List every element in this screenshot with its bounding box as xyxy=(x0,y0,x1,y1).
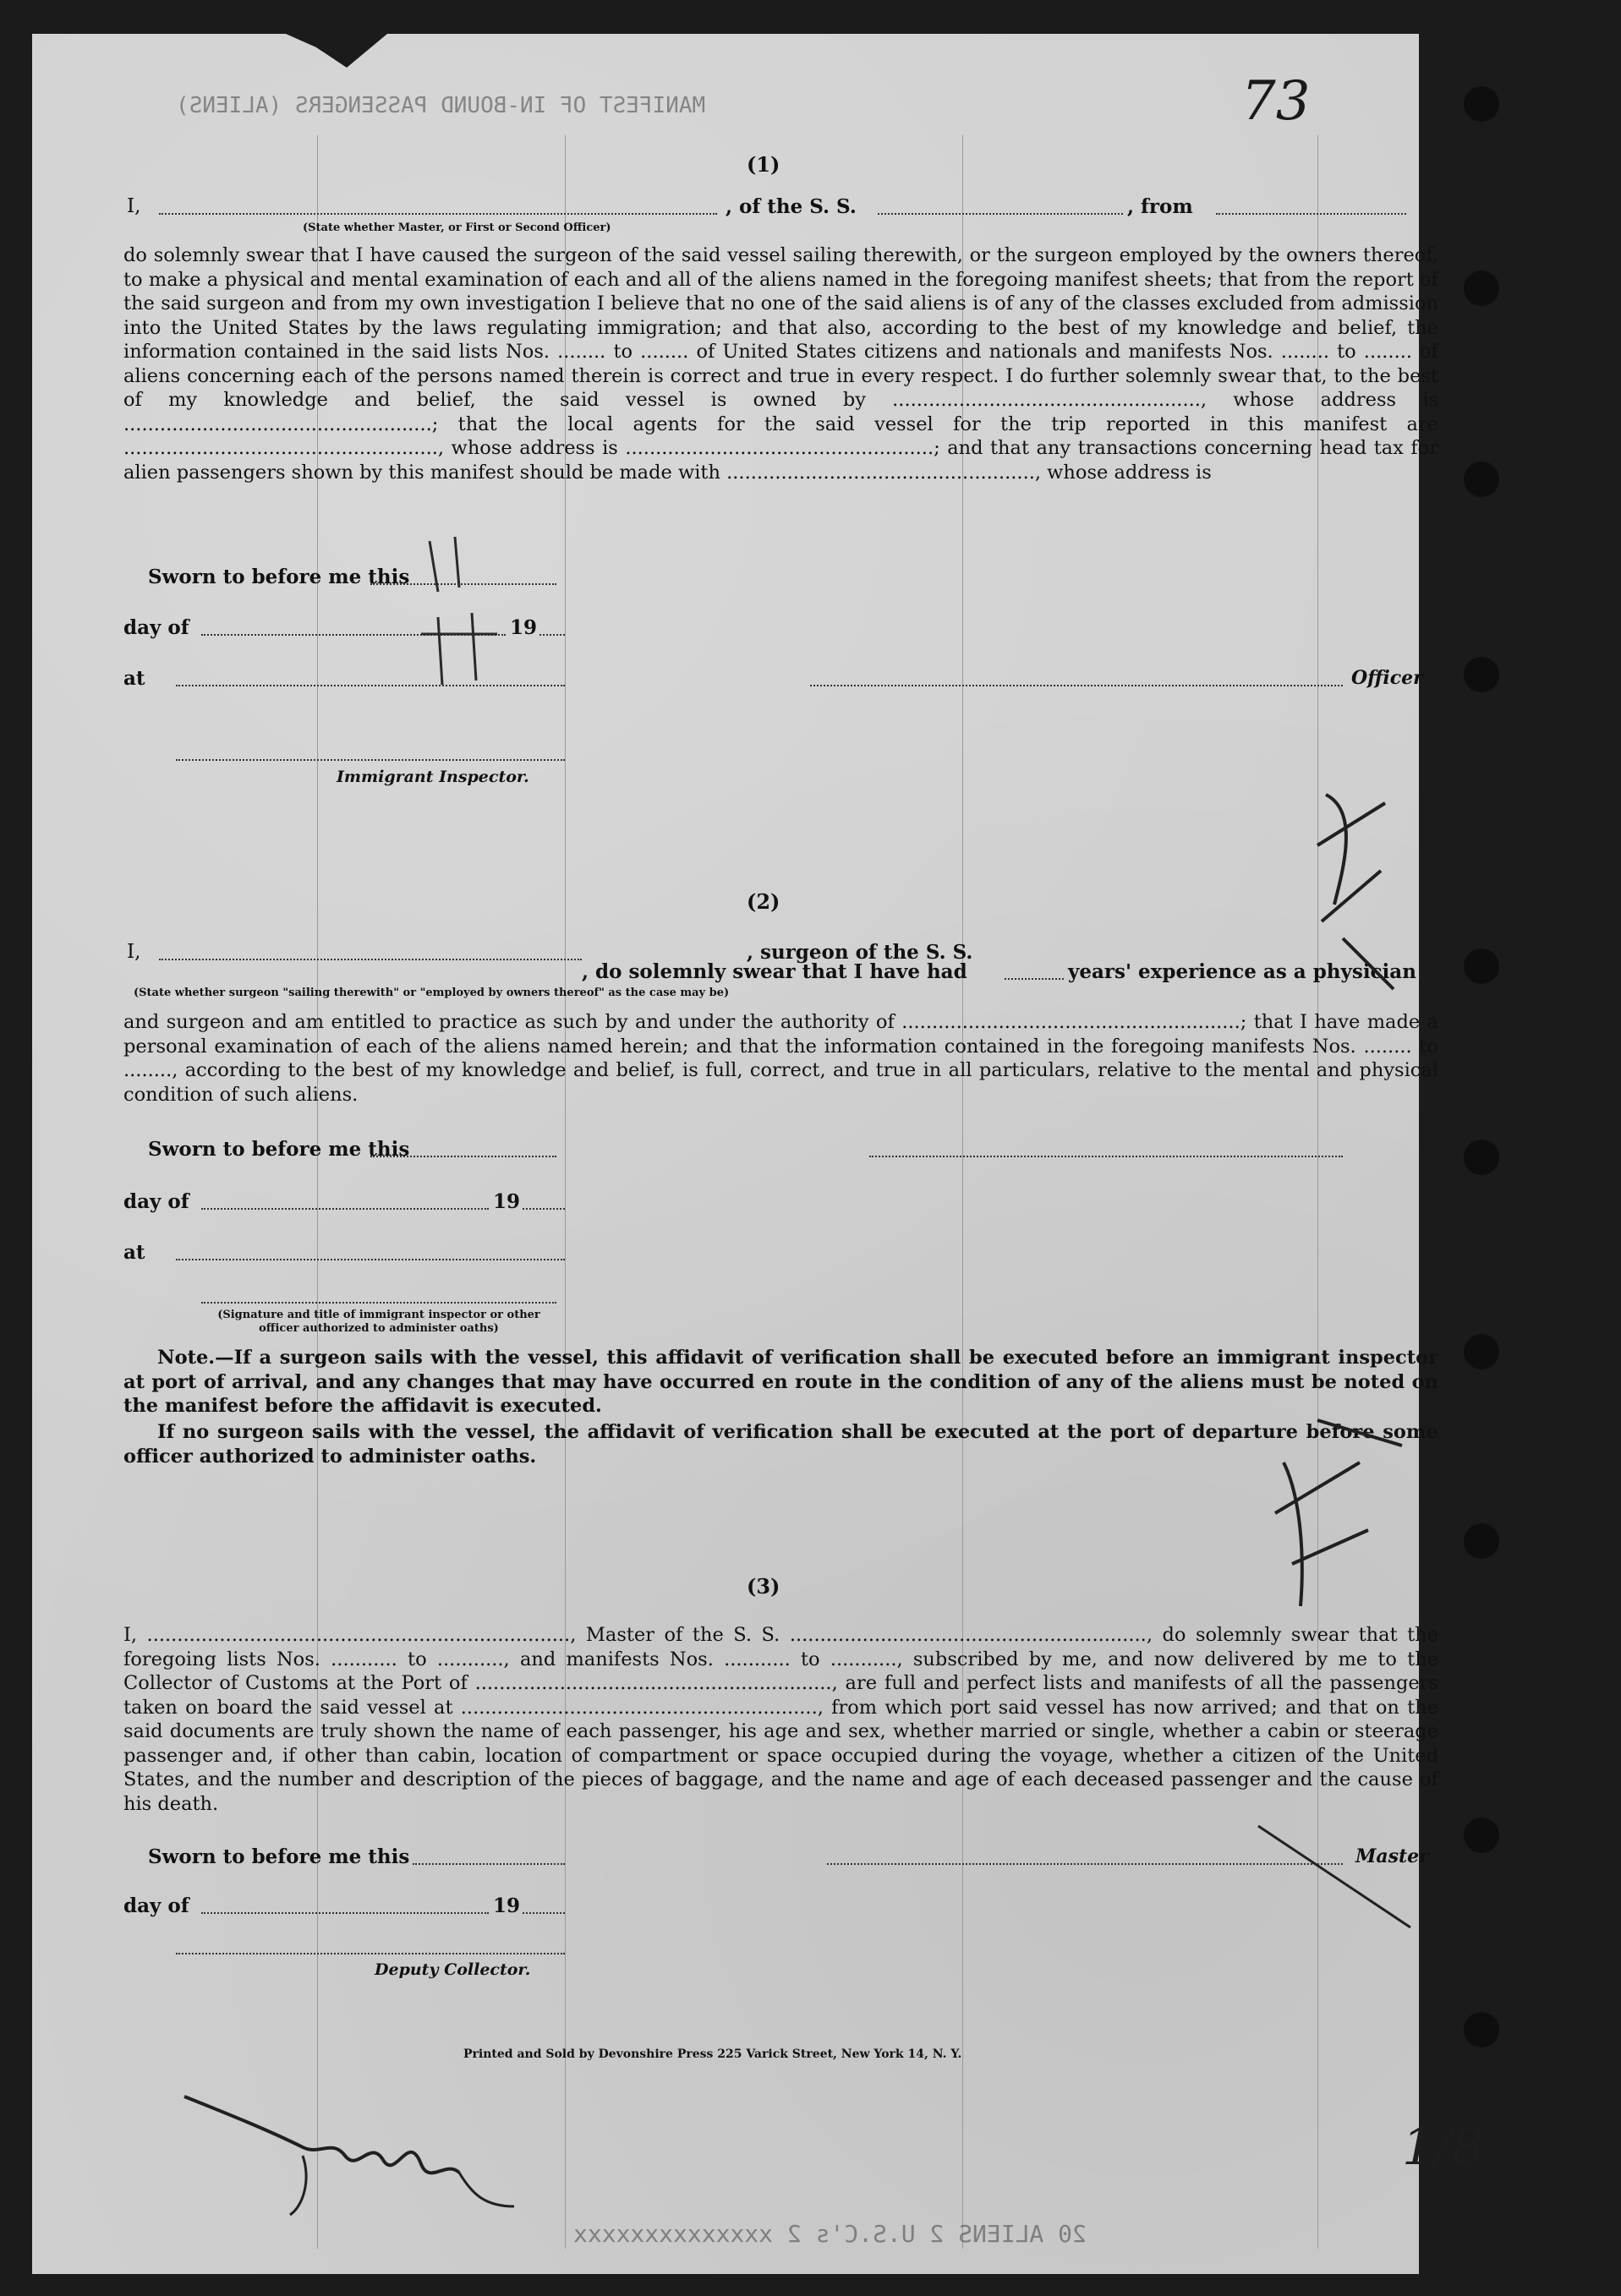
torn-edge xyxy=(286,34,387,68)
section-3-heading: (3) xyxy=(747,1574,780,1599)
s1-opening-i: I, xyxy=(127,195,141,217)
s1-officer-label: Officer xyxy=(1351,667,1423,689)
handwritten-corner-number: 73 xyxy=(1241,70,1311,133)
s3-master-label: Master xyxy=(1355,1845,1429,1867)
s3-day-line xyxy=(201,1912,489,1914)
s3-oath-body: I, ......................................................................, Master of the S. S. ..........................................................., do solemnly swear that the foregoing lists Nos. ........... to ..........., and manifests Nos. ........... to ..........., subscribed by me, and now delivered by me to the Collector of Customs at the Port of ..........................................................., are full and perfect lists and manifests of all the passengers taken on board the said vessel at ..........................................................., from which port said vessel has now arrived; and that on the said documents are truly shown the name of each passenger, his age and sex, whether married or single, whether a cabin or steerage passenger and, if other than cabin, location of compartment or space occupied during the voyage, whether a citizen of the United States, and the number and description of the pieces of baggage, and the name and age of each deceased passenger and the cause of his death. xyxy=(123,1624,1438,1815)
s1-inspector-sig-line xyxy=(176,759,565,761)
s2-surgeon-name-line xyxy=(159,959,582,960)
s2-years: years' experience as a physician xyxy=(1068,960,1416,983)
s2-note xyxy=(123,1346,1438,1419)
s2-year: 19 xyxy=(493,1190,521,1213)
bleed-through-title: MANIFEST OF IN-BOUND PASSENGERS (ALIENS) xyxy=(176,93,706,118)
binder-hole xyxy=(1464,1818,1499,1853)
binder-hole xyxy=(1464,1523,1499,1559)
s2-at-line xyxy=(176,1259,565,1260)
s3-day-of: day of xyxy=(123,1894,189,1917)
binder-hole xyxy=(1464,1140,1499,1175)
s2-signature-note: (Signature and title of immigrant inspector or other officer authorized to administer oaths) xyxy=(217,1309,540,1335)
printer-imprint: Printed and Sold by Devonshire Press 225 Varick Street, New York 14, N. Y. xyxy=(463,2047,962,2061)
manifest-sheet xyxy=(32,34,1484,2274)
binder-hole xyxy=(1464,657,1499,692)
s1-day-of: day of xyxy=(123,616,189,639)
s1-of-the-ss: , of the S. S. xyxy=(726,195,857,218)
s1-officer-name-line xyxy=(159,213,717,215)
s2-surgeon-of: , surgeon of the S. S. xyxy=(747,941,973,964)
s3-sworn: Sworn to before me this xyxy=(148,1845,410,1868)
s1-officer-sig-line xyxy=(810,685,1343,686)
s2-signature-line xyxy=(201,1302,556,1304)
handwritten-bottom-right-mark: 1/8 xyxy=(1402,2118,1484,2177)
s1-from: , from xyxy=(1127,195,1193,218)
section-1-heading: (1) xyxy=(747,152,780,177)
s2-sworn-line xyxy=(370,1156,556,1157)
binder-hole xyxy=(1464,1334,1499,1369)
s1-officer-note: (State whether Master, or First or Second Officer) xyxy=(303,221,611,234)
s1-inspector-label: Immigrant Inspector. xyxy=(337,768,529,786)
s1-at: at xyxy=(123,667,145,690)
bleed-through-footer: 20 ALIENS 2 U.S.C's 2 xxxxxxxxxxxxxx xyxy=(573,2220,1087,2248)
s1-oath-body: do solemnly swear that I have caused the surgeon of the said vessel sailing therewith, or the surgeon employed by the owners thereof, to make a physical and mental examination of each and all of the aliens named in the foregoing manifest sheets; that from the report of the said surgeon and from my own investigation I believe that no one of the said aliens is of any of the classes excluded from admission into the United States by the laws regulating immigration; and that also, according to the best of my knowledge and belief, the information contained in the said lists Nos. ........ to ........ of United States citizens and nationals and manifests Nos. ........ to ........ of aliens concerning each of the persons named therein is correct and true in every respect. I do further solemnly swear that, to the best of my knowledge and belief, the said vessel is owned by ..................................................., whose address is ...................................................; that the local agents for the said vessel for the trip reported in this manifest are ...................................................., whose address is ...................................................; and that any transactions concerning head tax for alien passengers shown by this manifest should be made with ..................................................., whose address is xyxy=(123,244,1438,484)
s2-sworn: Sworn to before me this xyxy=(148,1138,410,1161)
binder-hole xyxy=(1464,948,1499,984)
s2-note-body2-text: If no surgeon sails with the vessel, the affidavit of verification shall be executed at the port of departure before some officer authorized to administer oaths. xyxy=(123,1421,1438,1468)
handwritten-check-marks-mid xyxy=(1267,1412,1410,1632)
handwritten-initials-section1 xyxy=(404,533,523,727)
handwritten-stroke-section3 xyxy=(1250,1809,1419,1936)
s3-year-line xyxy=(523,1912,565,1914)
s1-year-line xyxy=(539,634,565,636)
s2-oath-body: and surgeon and am entitled to practice as such by and under the authority of ........................................................; that I have made a personal examination of each of the aliens named herein; and that the information contained in the foregoing manifests Nos. ........ to ........, according to the best of my knowledge and belief, is full, correct, and true in all particulars, relative to the mental and physical condition of such aliens. xyxy=(123,1011,1438,1106)
s2-at: at xyxy=(123,1241,145,1264)
s3-collector-sig-line xyxy=(176,1953,565,1954)
s1-vessel-line xyxy=(878,213,1123,215)
s1-sworn: Sworn to before me this xyxy=(148,566,410,588)
s2-surgeon-sig-line xyxy=(869,1156,1343,1157)
handwritten-check-marks-right xyxy=(1309,778,1410,998)
binder-hole xyxy=(1464,2012,1499,2047)
s2-note-label: Note. xyxy=(157,1347,216,1369)
s1-year: 19 xyxy=(510,616,538,639)
section-2-heading: (2) xyxy=(747,889,780,914)
handwritten-signature-bottom-left xyxy=(176,2080,531,2232)
s3-year: 19 xyxy=(493,1894,521,1917)
s2-note-body: —If a surgeon sails with the vessel, this affidavit of verification shall be executed before an immigrant inspector at port of arrival, and any changes that may have occurred en route in the condition of any of the aliens must be noted on the manifest before the affidavit is executed. xyxy=(123,1347,1438,1417)
s1-from-line xyxy=(1216,213,1406,215)
binder-hole xyxy=(1464,86,1499,122)
s2-years-line xyxy=(1005,978,1064,980)
s2-note-body2 xyxy=(123,1420,1438,1468)
s2-solemnly: , do solemnly swear that I have had xyxy=(582,960,967,983)
s2-day-of: day of xyxy=(123,1190,189,1213)
s2-surgeon-note: (State whether surgeon "sailing therewith" or "employed by owners thereof" as the case may be) xyxy=(134,987,730,999)
binder-hole xyxy=(1464,271,1499,306)
s3-sworn-line xyxy=(413,1863,565,1865)
s2-day-line xyxy=(201,1208,489,1210)
s2-year-line xyxy=(523,1208,565,1210)
s2-opening-i: I, xyxy=(127,941,141,963)
s3-collector-label: Deputy Collector. xyxy=(375,1960,531,1979)
binder-hole xyxy=(1464,462,1499,497)
